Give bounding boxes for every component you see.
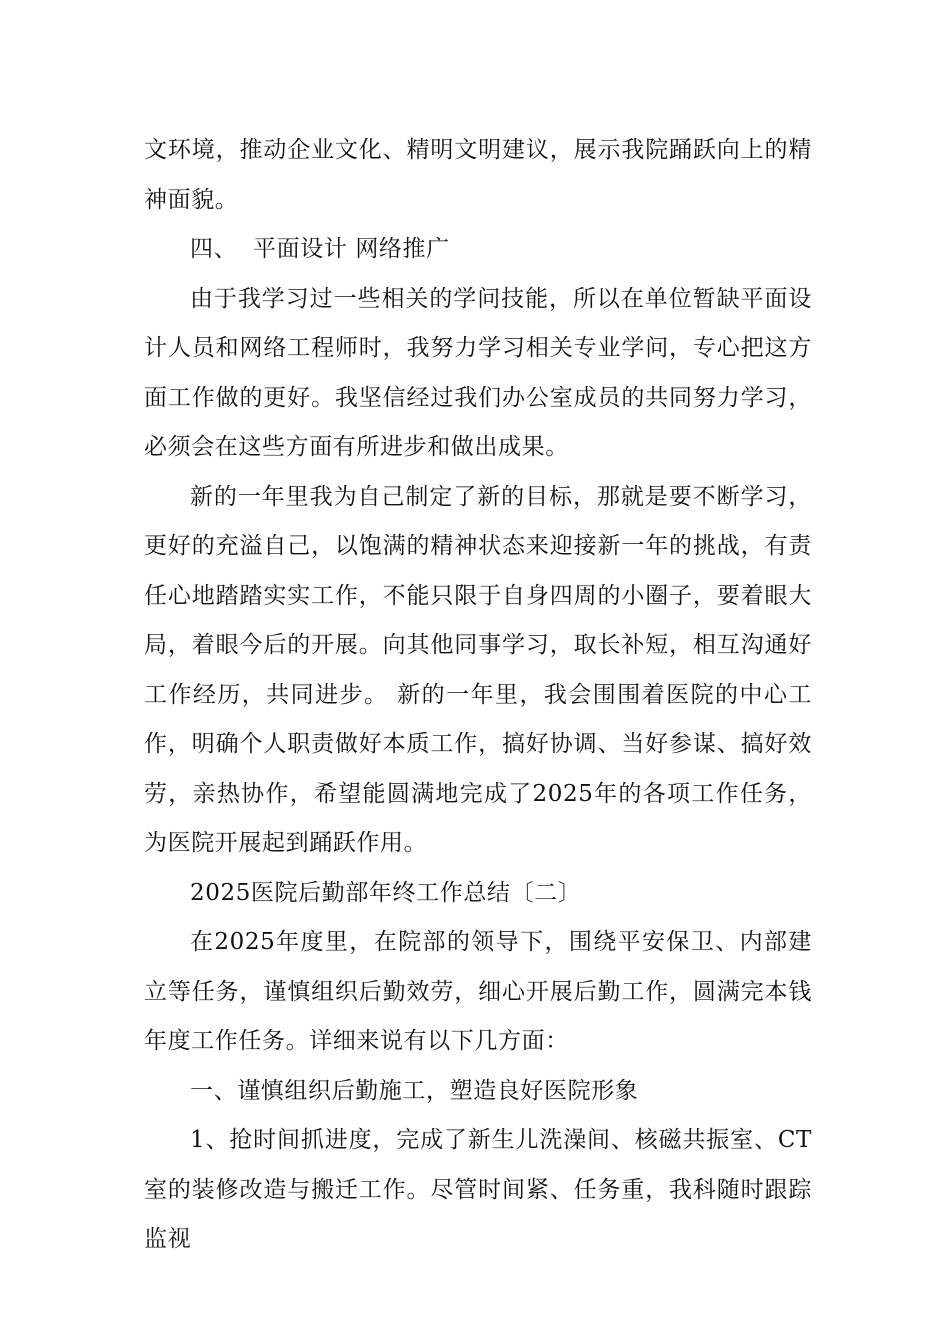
section-heading-construction: 一、谨慎组织后勤施工，塑造良好医院形象: [190, 1077, 639, 1104]
document-subtitle: 2025医院后勤部年终工作总结〔二〕: [190, 879, 582, 906]
paragraph-annual-overview: 在2025年度里，在院部的领导下，围绕平安保卫、内部建立等任务，谨慎组织后勤效劳，细心开展后勤工作，圆满完本钱年度工作任务。详细来说有以下几方面：: [144, 929, 812, 1054]
paragraph-new-year-goals: 新的一年里我为自己制定了新的目标，那就是要不断学习，更好的充溢自己，以饱满的精神状态来迎接新一年的挑战，有责任心地踏踏实实工作，不能只限于自身四周的小圈子，要着眼大局，着眼今后的开展。向其他同事学习，取长补短，相互沟通好工作经历，共同进步。 新的一年里，我会围围着医院的中心工作，明确个人职责做好本质工作，搞好协调、当好参谋、搞好效劳，亲热协作，希望能圆满地完成了2025年的各项工作任务，为医院开展起到踊跃作用。: [144, 483, 812, 856]
paragraph-continuation: 文环境，推动企业文化、精明文明建议，展示我院踊跃向上的精神面貌。: [144, 137, 812, 213]
document-body: [144, 126, 812, 1265]
paragraph-skills: 由于我学习过一些相关的学问技能，所以在单位暂缺平面设计人员和网络工程师时，我努力学习相关专业学问，专心把这方面工作做的更好。我坚信经过我们办公室成员的共同努力学习，必须会在这些方面有所进步和做出成果。: [144, 285, 812, 460]
paragraph-item-1: 1、抢时间抓进度，完成了新生儿洗澡间、核磁共振室、CT室的装修改造与搬迁工作。尽管时间紧、任务重，我科随时跟踪监视: [144, 1127, 812, 1252]
section-heading-graphic-design: 四、 平面设计 网络推广: [190, 236, 450, 262]
